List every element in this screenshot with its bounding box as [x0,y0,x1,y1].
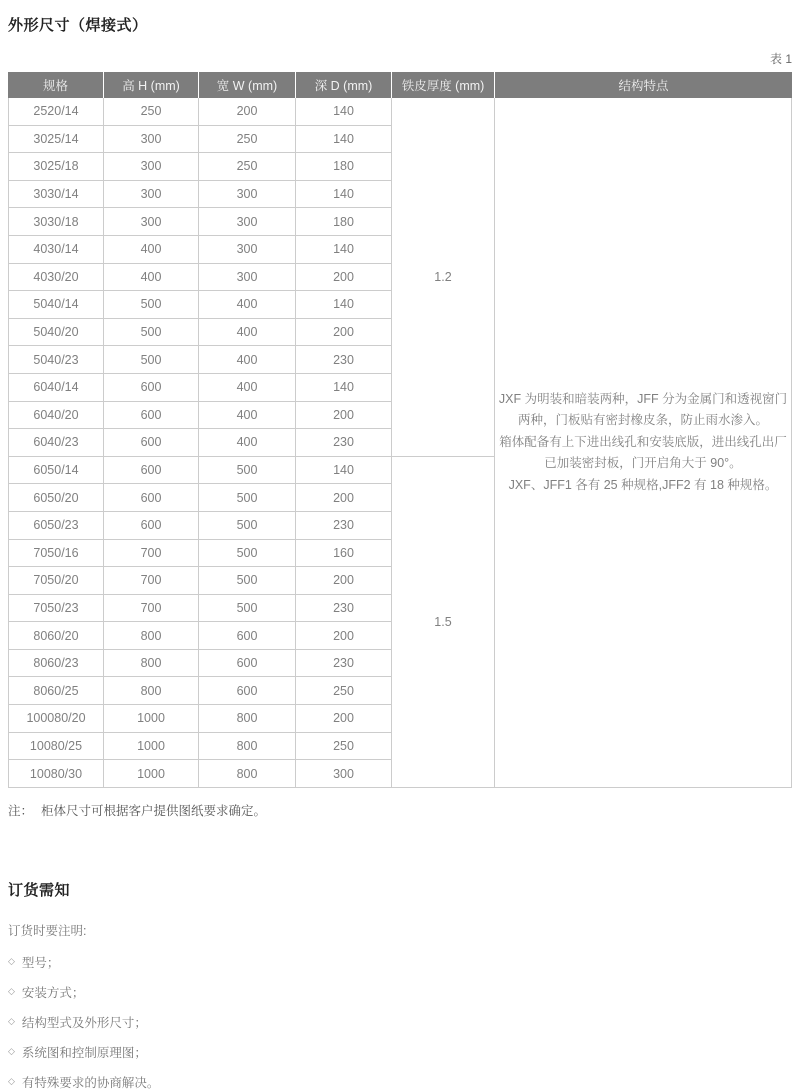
spec-cell: 3030/18 [8,208,104,236]
note-text: 柜体尺寸可根据客户提供图纸要求确定。 [41,803,267,818]
spec-cell: 230 [296,346,392,374]
spec-cell: 1000 [104,705,199,733]
spec-cell: 300 [199,208,296,236]
spec-cell: 200 [296,264,392,292]
spec-cell: 300 [104,153,199,181]
note-label: 注： [8,803,34,818]
spec-cell: 200 [199,98,296,126]
header-height: 高 H (mm) [104,72,199,98]
spec-cell: 800 [104,677,199,705]
spec-cell: 6050/14 [8,457,104,485]
spec-cell: 600 [104,457,199,485]
spec-cell: 400 [199,319,296,347]
spec-cell: 4030/20 [8,264,104,292]
spec-cell: 6050/20 [8,484,104,512]
spec-cell: 700 [104,595,199,623]
spec-cell: 600 [104,484,199,512]
header-width: 宽 W (mm) [199,72,296,98]
spec-cell: 3030/14 [8,181,104,209]
spec-cell: 400 [199,291,296,319]
spec-cell: 3025/14 [8,126,104,154]
spec-cell: 600 [199,650,296,678]
spec-cell: 800 [199,705,296,733]
spec-cell: 250 [199,126,296,154]
spec-cell: 500 [199,567,296,595]
table-header [8,72,792,98]
spec-cell: 10080/25 [8,733,104,761]
features-paragraph: JXF、JFF1 各有 25 种规格,JFF2 有 18 种规格。 [508,477,778,492]
header-spec: 规格 [8,72,104,98]
spec-cell: 300 [104,181,199,209]
spec-cell: 400 [199,429,296,457]
spec-cell: 500 [104,346,199,374]
spec-cell: 200 [296,402,392,430]
spec-cell: 200 [296,484,392,512]
spec-cell: 500 [104,291,199,319]
diamond-bullet-icon: ◇ [8,1046,15,1057]
spec-cell: 7050/20 [8,567,104,595]
spec-cell: 8060/25 [8,677,104,705]
spec-cell: 300 [199,181,296,209]
spec-cell: 230 [296,650,392,678]
spec-cell: 230 [296,429,392,457]
page-title: 外形尺寸（焊接式） [8,17,148,34]
spec-cell: 140 [296,236,392,264]
spec-cell: 400 [199,374,296,402]
spec-cell: 600 [104,402,199,430]
spec-cell: 700 [104,567,199,595]
spec-cell: 140 [296,457,392,485]
header-row [8,72,792,98]
spec-cell: 7050/16 [8,540,104,568]
spec-cell: 140 [296,374,392,402]
spec-cell: 600 [199,677,296,705]
list-item [8,1073,792,1091]
spec-cell: 140 [296,291,392,319]
spec-cell: 200 [296,567,392,595]
spec-cell: 230 [296,595,392,623]
spec-cell: 700 [104,540,199,568]
spec-cell: 8060/20 [8,622,104,650]
spec-cell: 1000 [104,760,199,788]
spec-cell: 6050/23 [8,512,104,540]
spec-cell: 500 [199,457,296,485]
spec-cell: 230 [296,512,392,540]
spec-cell: 400 [104,236,199,264]
spec-cell: 6040/14 [8,374,104,402]
spec-cell: 300 [199,236,296,264]
ordering-intro: 订货时要注明: [8,923,87,938]
header-depth: 深 D (mm) [296,72,392,98]
spec-cell: 6040/23 [8,429,104,457]
spec-cell: 100080/20 [8,705,104,733]
spec-cell: 600 [104,374,199,402]
ordering-list [8,953,792,1091]
spec-cell: 500 [199,484,296,512]
spec-cell: 400 [104,264,199,292]
spec-cell: 500 [104,319,199,347]
list-item-label: 安装方式； [21,985,85,1000]
header-thickness: 铁皮厚度 (mm) [392,72,495,98]
spec-cell: 300 [296,760,392,788]
diamond-bullet-icon: ◇ [8,986,15,997]
spec-cell: 200 [296,319,392,347]
spec-cell: 8060/23 [8,650,104,678]
spec-cell: 800 [199,733,296,761]
spec-cell: 600 [104,512,199,540]
document-page [0,14,800,1091]
dimensions-table [8,72,792,788]
list-item [8,1013,792,1031]
spec-cell: 1000 [104,733,199,761]
spec-cell: 5040/23 [8,346,104,374]
spec-cell: 300 [104,208,199,236]
spec-table-body [8,98,792,788]
thickness-value: 1.5 [392,457,495,788]
spec-cell: 10080/30 [8,760,104,788]
spec-cell: 4030/14 [8,236,104,264]
spec-cell: 400 [199,402,296,430]
table-row [8,98,792,126]
list-item-label: 结构型式及外形尺寸； [21,1015,147,1030]
spec-cell: 250 [199,153,296,181]
spec-cell: 300 [104,126,199,154]
spec-cell: 400 [199,346,296,374]
features-paragraph: JXF 为明装和暗装两种，JFF 分为金属门和透视窗门两种，门板贴有密封橡皮条，防止雨水渗入。 [498,391,788,428]
list-item [8,953,792,971]
spec-cell: 500 [199,595,296,623]
spec-cell: 140 [296,181,392,209]
spec-cell: 250 [104,98,199,126]
ordering-section-title: 订货需知 [8,881,71,899]
spec-cell: 7050/23 [8,595,104,623]
list-item [8,983,792,1001]
spec-cell: 200 [296,705,392,733]
diamond-bullet-icon: ◇ [8,1076,15,1087]
thickness-value: 1.2 [392,98,495,457]
spec-cell: 500 [199,540,296,568]
spec-cell: 250 [296,733,392,761]
features-paragraph: 箱体配备有上下进出线孔和安装底版，进出线孔出厂已加装密封板，门开启角大于 90°。 [499,434,787,471]
table-caption: 表 1 [769,52,792,66]
spec-cell: 600 [104,429,199,457]
spec-cell: 180 [296,208,392,236]
spec-cell: 160 [296,540,392,568]
diamond-bullet-icon: ◇ [8,1016,15,1027]
spec-cell: 300 [199,264,296,292]
spec-cell: 5040/20 [8,319,104,347]
spec-cell: 200 [296,622,392,650]
spec-cell: 2520/14 [8,98,104,126]
list-item [8,1043,792,1061]
spec-cell: 500 [199,512,296,540]
spec-cell: 5040/14 [8,291,104,319]
structural-features [495,98,792,788]
spec-cell: 800 [199,760,296,788]
spec-cell: 6040/20 [8,402,104,430]
spec-cell: 800 [104,622,199,650]
header-features: 结构特点 [495,72,792,98]
diamond-bullet-icon: ◇ [8,956,15,967]
spec-cell: 140 [296,126,392,154]
spec-cell: 250 [296,677,392,705]
spec-cell: 800 [104,650,199,678]
spec-cell: 600 [199,622,296,650]
table-note [8,801,792,819]
list-item-label: 系统图和控制原理图； [21,1045,147,1060]
list-item-label: 有特殊要求的协商解决。 [21,1075,160,1090]
list-item-label: 型号； [21,955,60,970]
spec-cell: 180 [296,153,392,181]
spec-cell: 3025/18 [8,153,104,181]
spec-cell: 140 [296,98,392,126]
